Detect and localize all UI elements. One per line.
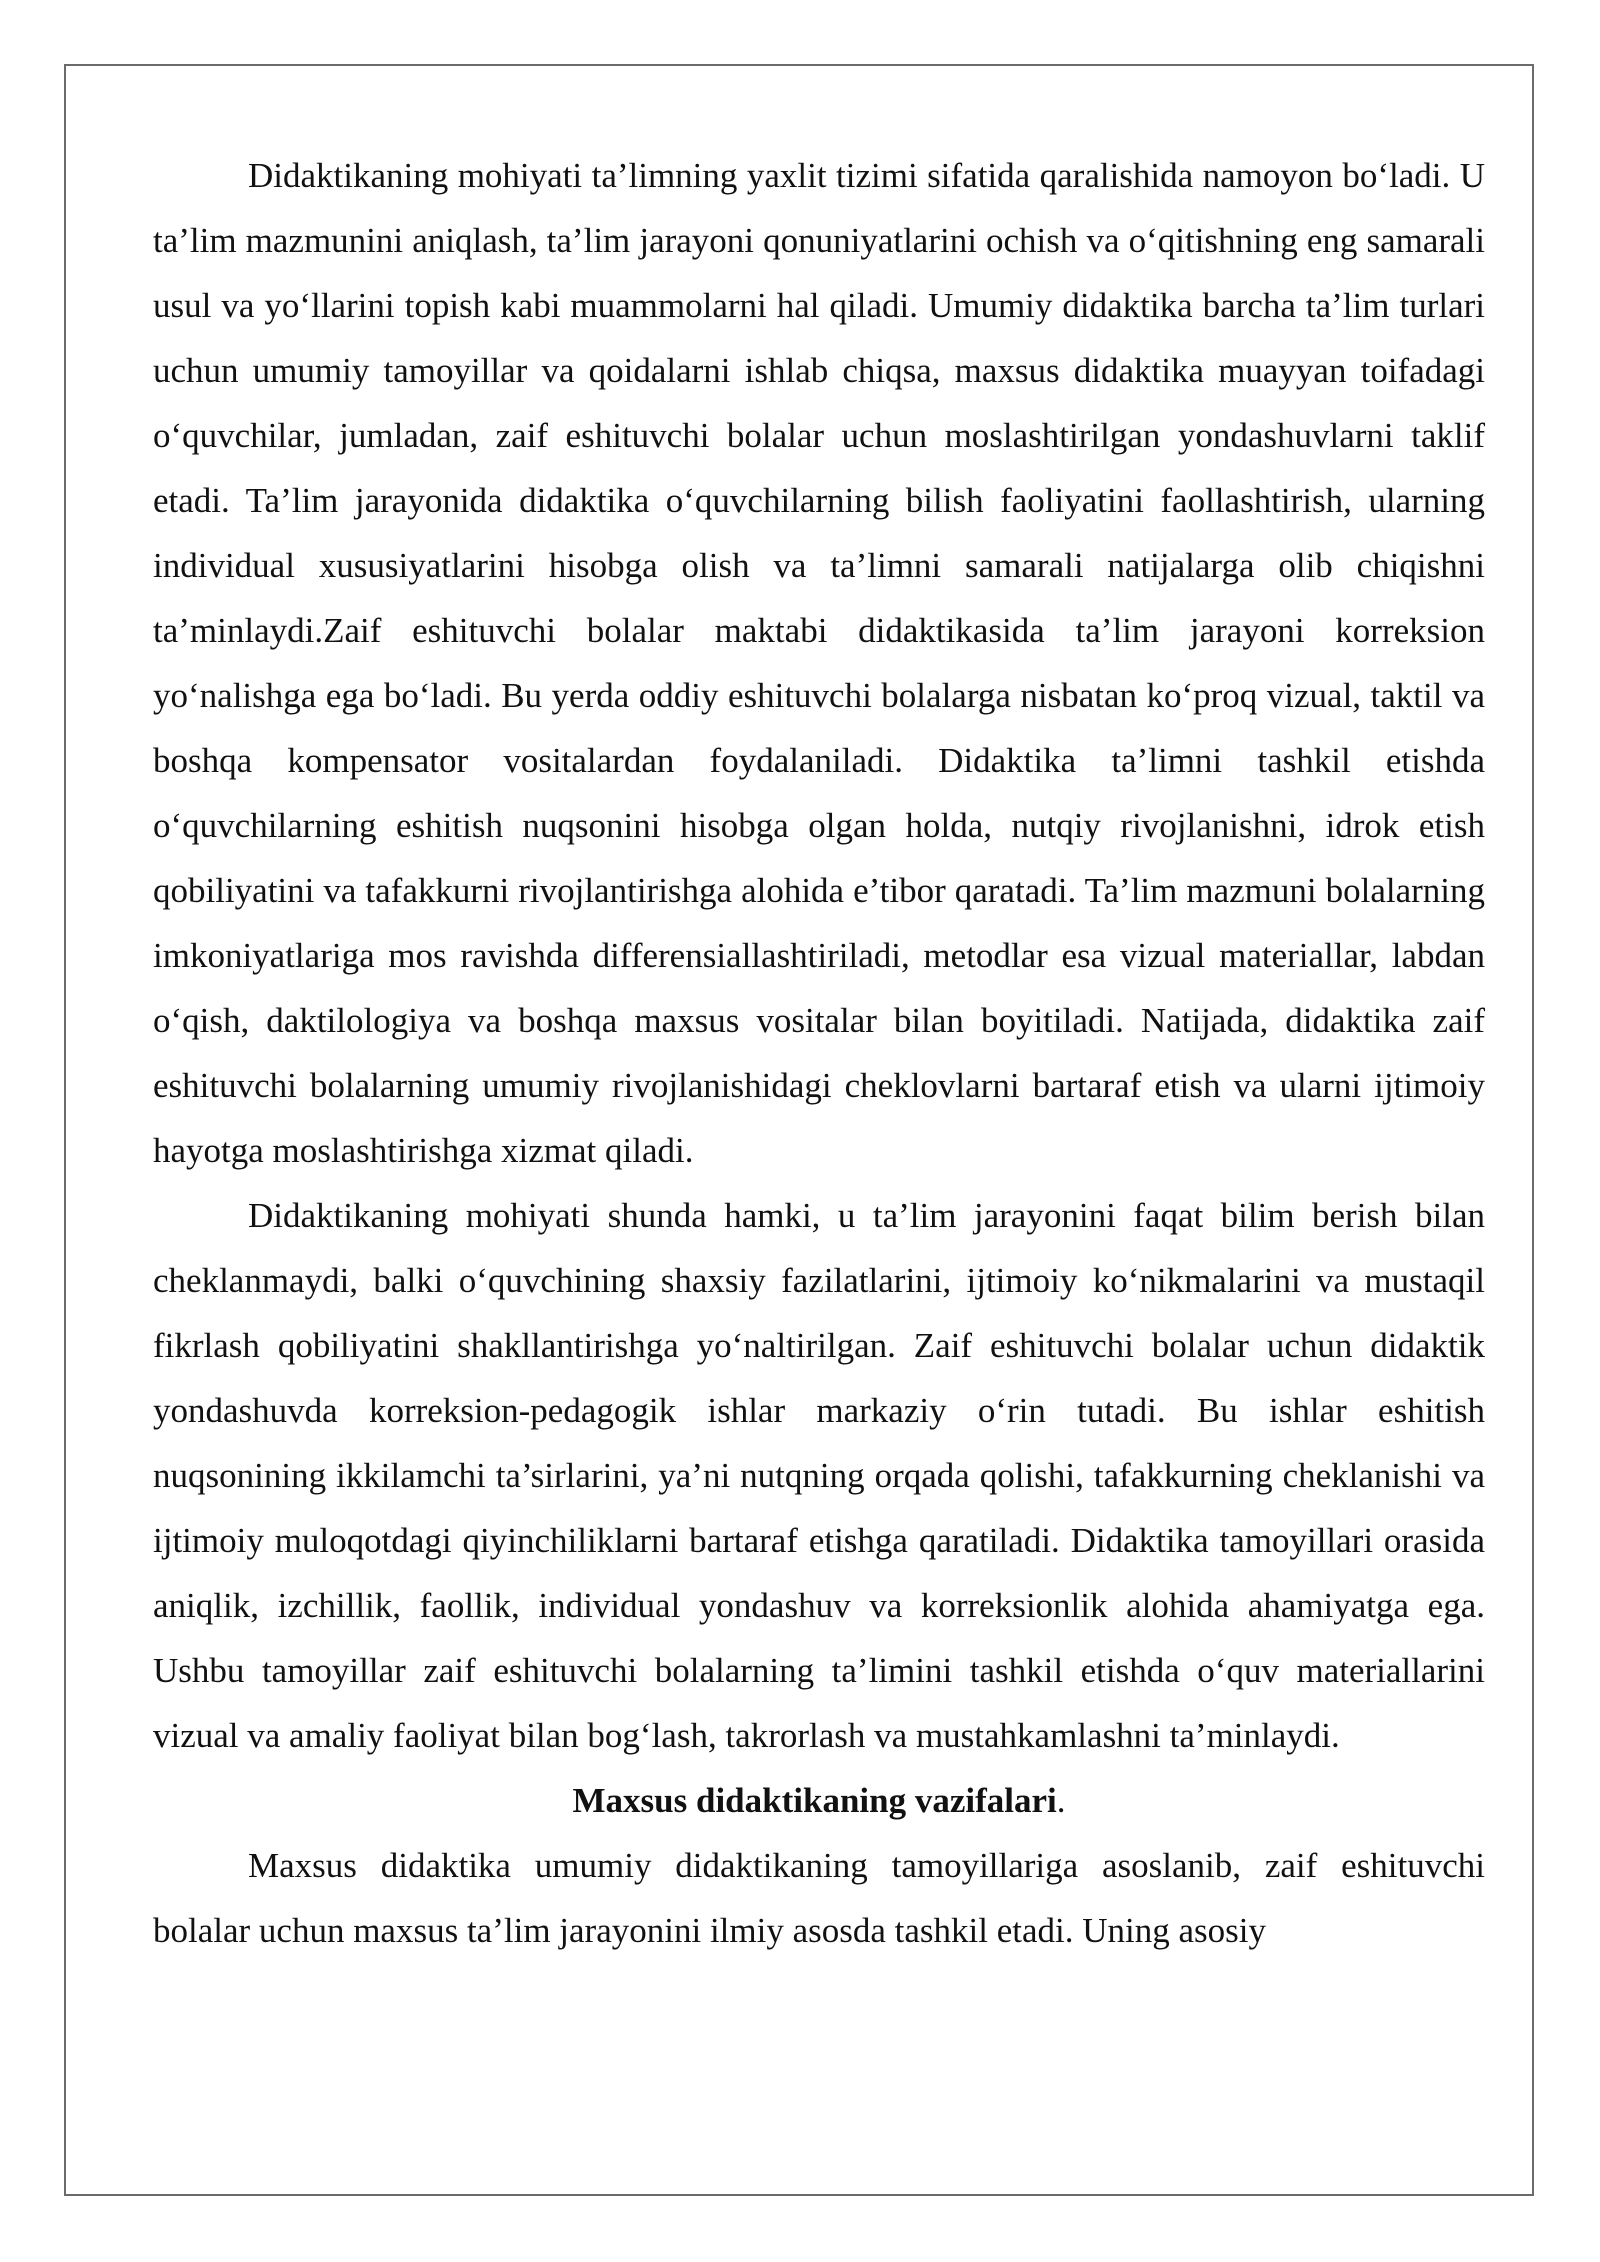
paragraph-didactics-essence: Didaktikaning mohiyati ta’limning yaxlit tizimi sifatida qaralishida namoyon bo‘ladi. U ta’lim mazmunini aniqlash, ta’lim jarayoni qonuniyatlarini ochish va o‘qitishning eng samarali usul va yo‘llarini topish kabi muammolarni hal qiladi. Umumiy didaktika barcha ta’lim turlari uchun umumiy tamoyillar va qoidalarni ishlab chiqsa, maxsus didaktika muayyan toifadagi o‘quvchilar, jumladan, zaif eshituvchi bolalar uchun moslashtirilgan yondashuvlarni taklif etadi. Ta’lim jarayonida didaktika o‘quvchilarning bilish faoliyatini faollashtirish, ularning individual xususiyatlarini hisobga olish va ta’limni samarali natijalarga olib chiqishni ta’minlaydi.Zaif eshituvchi bolalar maktabi didaktikasida ta’lim jarayoni korreksion yo‘nalishga ega bo‘ladi. Bu yerda oddiy eshituvchi bolalarga nisbatan ko‘proq vizual, taktil va boshqa kompensator vositalardan foydalaniladi. Didaktika ta’limni tashkil etishda o‘quvchilarning eshitish nuqsonini hisobga olgan holda, nutqiy rivojlanishni, idrok etish qobiliyatini va tafakkurni rivojlantirishga alohida e’tibor qaratadi. Ta’lim mazmuni bolalarning imkoniyatlariga mos ravishda differensiallashtiriladi, metodlar esa vizual materiallar, labdan o‘qish, daktilologiya va boshqa maxsus vositalar bilan boyitiladi. Natijada, didaktika zaif eshituvchi bolalarning umumiy rivojlanishidagi cheklovlarni bartaraf etish va ularni ijtimoiy hayotga moslashtirishga xizmat qiladi. <box>153 156 1485 1170</box>
section-heading-period: . <box>1056 1781 1066 1820</box>
document-body <box>153 143 1485 1963</box>
section-heading-text: Maxsus didaktikaning vazifalari <box>572 1781 1057 1820</box>
paragraph-special-didactics: Maxsus didaktika umumiy didaktikaning tamoyillariga asoslanib, zaif eshituvchi bolalar uchun maxsus ta’lim jarayonini ilmiy asosda tashkil etadi. Uning asosiy <box>153 1846 1485 1950</box>
section-heading <box>153 1768 1485 1833</box>
paragraph-didactics-purpose: Didaktikaning mohiyati shunda hamki, u ta’lim jarayonini faqat bilim berish bilan cheklanmaydi, balki o‘quvchining shaxsiy fazilatlarini, ijtimoiy ko‘nikmalarini va mustaqil fikrlash qobiliyatini shakllantirishga yo‘naltirilgan. Zaif eshituvchi bolalar uchun didaktik yondashuvda korreksion-pedagogik ishlar markaziy o‘rin tutadi. Bu ishlar eshitish nuqsonining ikkilamchi ta’sirlarini, ya’ni nutqning orqada qolishi, tafakkurning cheklanishi va ijtimoiy muloqotdagi qiyinchiliklarni bartaraf etishga qaratiladi. Didaktika tamoyillari orasida aniqlik, izchillik, faollik, individual yondashuv va korreksionlik alohida ahamiyatga ega. Ushbu tamoyillar zaif eshituvchi bolalarning ta’limini tashkil etishda o‘quv materiallarini vizual va amaliy faoliyat bilan bog‘lash, takrorlash va mustahkamlashni ta’minlaydi. <box>153 1196 1485 1755</box>
